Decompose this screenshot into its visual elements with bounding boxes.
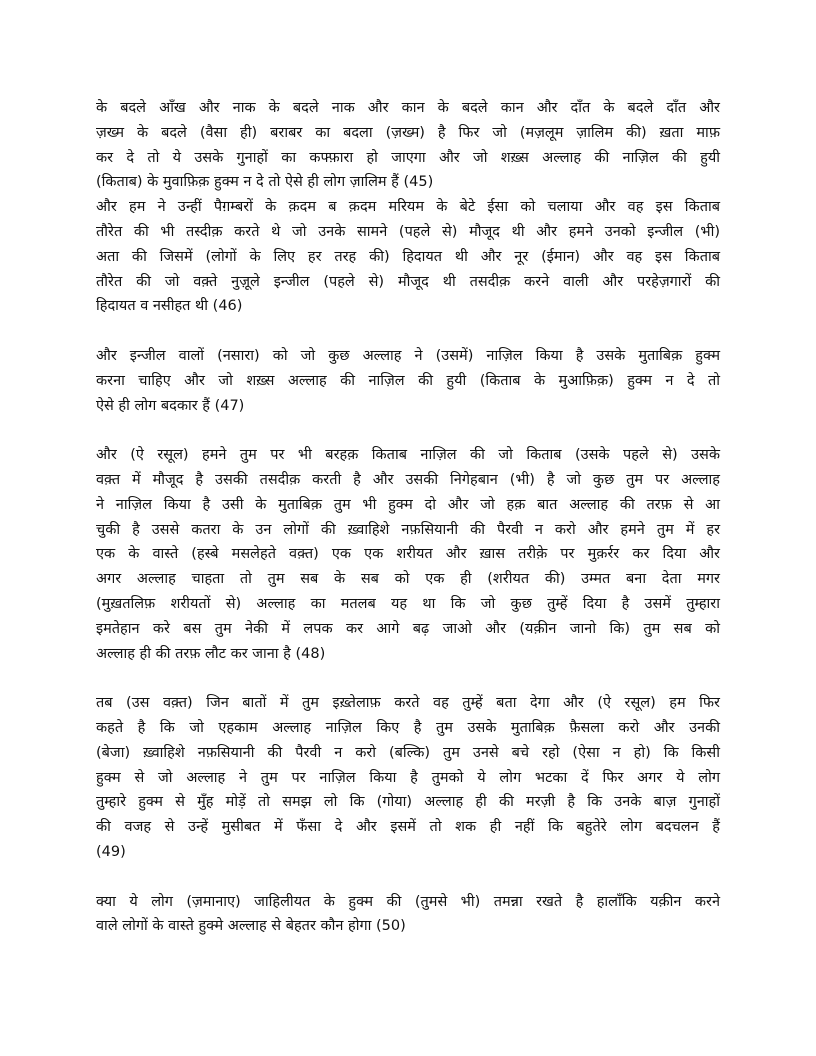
text-line: तौरेत की भी तस्दीक़ करते थे जो उनके सामने (पहले से) मौजूद थी और हमने उनको इन्जील (भी) [96,223,720,240]
paragraph-49 [96,691,720,865]
paragraph-48 [96,443,720,666]
text-line: हिदायत व नसीहत थी (46) [96,298,243,315]
text-line: वक़्त में मौजूद है उसकी तसदीक़ करती है और उसकी निगेहबान (भी) है जो कुछ तुम पर अल्लाह [96,471,720,488]
text-line: ने नाज़िल किया है उसी के मुताबिक़ तुम भी हुक्म दो और जो हक़ बात अल्लाह की तरफ़ से आ [96,496,720,513]
text-line: तौरेत की जो वक़्ते नुज़ूले इन्जील (पहले से) मौजूद थी तसदीक़ करने वाली और परहेज़गारों की [96,273,720,290]
text-line: क्या ये लोग (ज़मानाए) जाहिलीयत के हुक्म की (तुमसे भी) तमन्ना रखते है हालाँकि यक़ीन करने [96,893,720,910]
text-line: और इन्जील वालों (नसारा) को जो कुछ अल्लाह ने (उसमें) नाज़िल किया है उसके मुताबिक़ हुक्म [96,347,720,364]
text-line: कर दे तो ये उसके गुनाहों का कफ्फ़ारा हो जाएगा और जो शख़्स अल्लाह की नाज़िल की हुयी [96,149,720,166]
text-line: (49) [96,843,126,860]
text-line: अल्लाह ही की तरफ़ लौट कर जाना है (48) [96,645,326,662]
text-line: तब (उस वक़्त) जिन बातों में तुम इख़्तेलाफ़ करते वह तुम्हें बता देगा और (ऐ रसूल) हम फिर [96,695,720,712]
text-line: की वजह से उन्हें मुसीबत में फँसा दे और इसमें तो शक ही नहीं कि बहुतेरे लोग बदचलन हैं [96,819,720,836]
text-line: (मुख़तलिफ़ शरीयतों से) अल्लाह का मतलब यह था कि जो कुछ तुम्हें दिया है उसमें तुम्हारा [96,595,720,612]
paragraph-50 [96,890,720,940]
text-line: इमतेहान करे बस तुम नेकी में लपक कर आगे बढ़ जाओ और (यक़ीन जानो कि) तुम सब को [96,620,720,637]
text-line: के बदले आँख और नाक के बदले नाक और कान के बदले कान और दाँत के बदले दाँत और [96,100,720,116]
text-line: हुक्म से जो अल्लाह ने तुम पर नाज़िल किया है तुमको ये लोग भटका दें फिर अगर ये लोग [96,769,720,786]
text-line: (किताब) के मुवाफ़िक़ हुक्म न दे तो ऐसे ही लोग ज़ालिम हैं (45) [96,174,434,191]
text-line: और हम ने उन्हीं पैग़म्बरों के क़दम ब क़दम मरियम के बेटे ईसा को चलाया और वह इस किताब [96,199,720,216]
text-line: एक के वास्ते (हस्बे मसलेहते वक़्त) एक एक शरीयत और ख़ास तरीक़े पर मुक़र्रर कर दिया और [96,546,720,563]
document-page [96,96,720,939]
paragraph-47 [96,344,720,418]
paragraph-45-46 [96,96,720,319]
text-line: तुम्हारे हुक्म से मुँह मोड़ें तो समझ लो कि (गोया) अल्लाह ही की मरज़ी है कि उनके बाज़ गुनाहों [96,794,720,811]
text-line: करना चाहिए और जो शख़्स अल्लाह की नाज़िल की हुयी (किताब के मुआफ़िक़) हुक्म न दे तो [96,372,720,389]
text-line: कहते है कि जो एहकाम अल्लाह नाज़िल किए है तुम उसके मुताबिक़ फ़ैसला करो और उनकी [96,719,720,736]
text-line: (बेजा) ख़्वाहिशे नफ़सियानी की पैरवी न करो (बल्कि) तुम उनसे बचे रहो (ऐसा न हो) कि किसी [96,744,720,761]
text-line: चुकी है उससे कतरा के उन लोगों की ख़्वाहिशे नफ़सियानी की पैरवी न करो और हमने तुम में हर [96,521,720,538]
text-line: वाले लोगों के वास्ते हुक्मे अल्लाह से बेहतर कौन होगा (50) [96,918,406,935]
text-line: ऐसे ही लोग बदकार हैं (47) [96,397,245,414]
text-line: ज़ख्म के बदले (वैसा ही) बराबर का बदला (ज़ख्म) है फिर जो (मज़लूम ज़ालिम की) ख़ता माफ़ [96,124,720,141]
text-line: अता की जिसमें (लोगों के लिए हर तरह की) हिदायत थी और नूर (ईमान) और वह इस किताब [96,248,720,265]
text-line: और (ऐ रसूल) हमने तुम पर भी बरहक़ किताब नाज़िल की जो किताब (उसके पहले से) उसके [96,447,720,464]
text-line: अगर अल्लाह चाहता तो तुम सब के सब को एक ही (शरीयत की) उम्मत बना देता मगर [96,571,720,588]
